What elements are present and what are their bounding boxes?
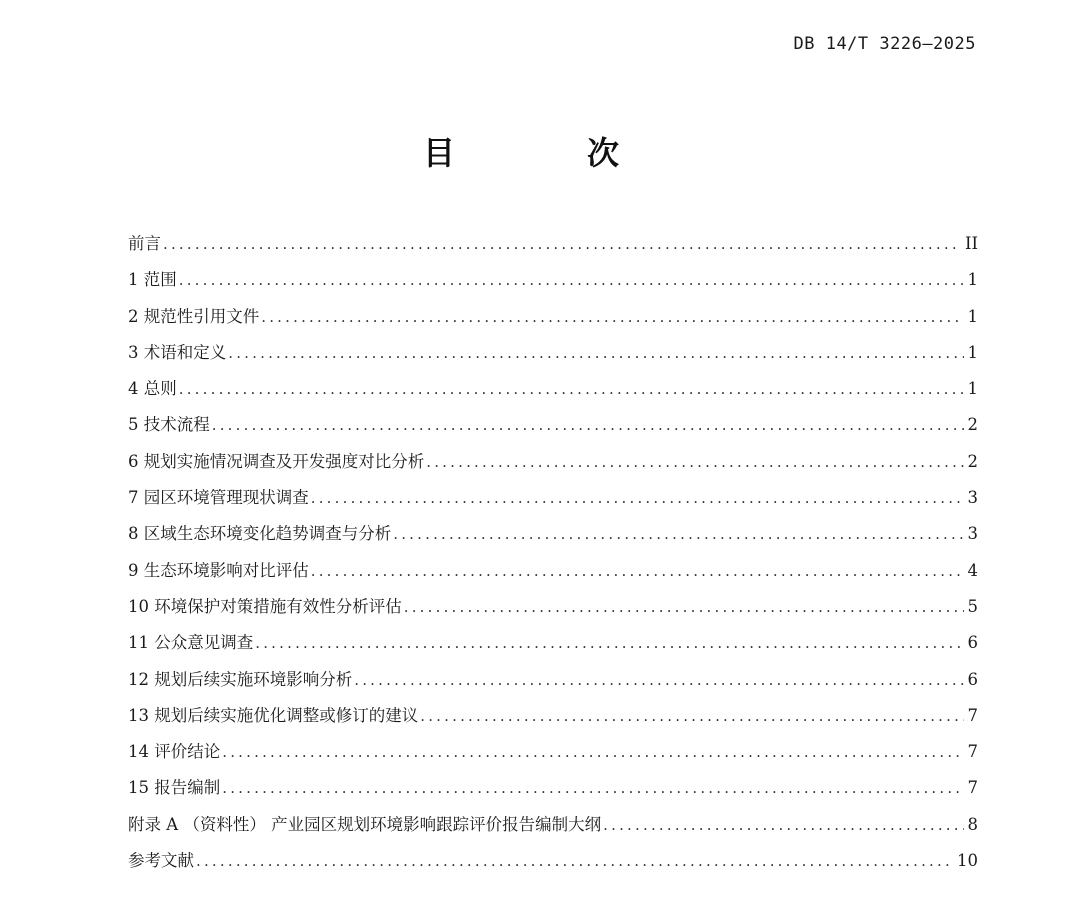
toc-entry[interactable] [128,843,978,879]
toc-entry[interactable] [128,226,978,262]
toc-entry-page: 3 [967,488,978,508]
toc-entry[interactable] [128,662,978,698]
toc-entry-page: 7 [967,778,978,798]
toc-entry-page: 10 [957,851,978,871]
toc-entry-page: 7 [967,705,978,725]
toc-entry-page: 1 [967,306,978,326]
toc-entry[interactable] [128,734,978,770]
toc-entry-label: 6 规划实施情况调查及开发强度对比分析 [128,451,425,471]
toc-entry-page: 6 [967,669,978,689]
toc-entry-label: 15 报告编制 [128,778,221,798]
toc-leader-dots [426,444,963,480]
toc-entry-page: 1 [967,270,978,290]
toc-entry[interactable] [128,335,978,371]
toc-entry-label: 13 规划后续实施优化调整或修订的建议 [128,705,419,725]
toc-entry[interactable] [128,625,978,661]
toc-entry[interactable] [128,698,978,734]
table-of-contents [128,226,978,879]
toc-entry[interactable] [128,444,978,480]
toc-entry-label: 5 技术流程 [128,415,210,435]
toc-entry-page: 3 [967,524,978,544]
toc-entry-label: 7 园区环境管理现状调查 [128,488,309,508]
toc-entry-label: 附录 A （资料性） 产业园区规划环境影响跟踪评价报告编制大纲 [128,814,602,834]
toc-leader-dots [393,516,963,552]
toc-leader-dots [228,335,963,371]
toc-entry-label: 9 生态环境影响对比评估 [128,560,309,580]
toc-leader-dots [354,662,963,698]
toc-entry[interactable] [128,807,978,843]
toc-leader-dots [311,480,964,516]
toc-entry[interactable] [128,480,978,516]
toc-leader-dots [212,407,964,443]
toc-leader-dots [163,226,961,262]
toc-entry[interactable] [128,262,978,298]
document-code: DB 14/T 3226—2025 [793,34,976,54]
toc-entry-label: 12 规划后续实施环境影响分析 [128,669,353,689]
toc-entry-page: II [964,234,978,253]
toc-entry-page: 1 [967,379,978,399]
toc-entry[interactable] [128,589,978,625]
toc-entry[interactable] [128,371,978,407]
page-title: 目 次 [422,134,669,172]
toc-entry-label: 10 环境保护对策措施有效性分析评估 [128,596,402,616]
toc-entry-label: 2 规范性引用文件 [128,306,260,326]
toc-entry-page: 4 [967,560,978,580]
toc-entry[interactable] [128,299,978,335]
toc-entry[interactable] [128,553,978,589]
toc-entry[interactable] [128,407,978,443]
toc-leader-dots [196,843,953,879]
toc-entry-page: 1 [967,342,978,362]
toc-entry-label: 14 评价结论 [128,742,221,762]
toc-leader-dots [420,698,963,734]
toc-entry-label: 4 总则 [128,379,177,399]
toc-entry-label: 参考文献 [128,851,194,871]
toc-entry-page: 5 [967,596,978,616]
toc-entry-page: 7 [967,742,978,762]
toc-entry-label: 8 区域生态环境变化趋势调查与分析 [128,524,392,544]
toc-entry-page: 2 [967,415,978,435]
toc-leader-dots [261,299,963,335]
toc-leader-dots [404,589,964,625]
toc-entry-page: 6 [967,633,978,653]
toc-leader-dots [603,807,963,843]
toc-entry[interactable] [128,516,978,552]
toc-leader-dots [222,734,963,770]
toc-entry-page: 8 [967,814,978,834]
toc-entry-label: 1 范围 [128,270,177,290]
toc-entry-page: 2 [967,451,978,471]
toc-leader-dots [255,625,963,661]
toc-leader-dots [179,371,964,407]
toc-entry-label: 3 术语和定义 [128,342,227,362]
toc-entry-label: 前言 [128,234,161,253]
toc-leader-dots [222,770,963,806]
toc-entry[interactable] [128,770,978,806]
toc-leader-dots [179,262,964,298]
toc-leader-dots [311,553,964,589]
toc-entry-label: 11 公众意见调查 [128,633,254,653]
